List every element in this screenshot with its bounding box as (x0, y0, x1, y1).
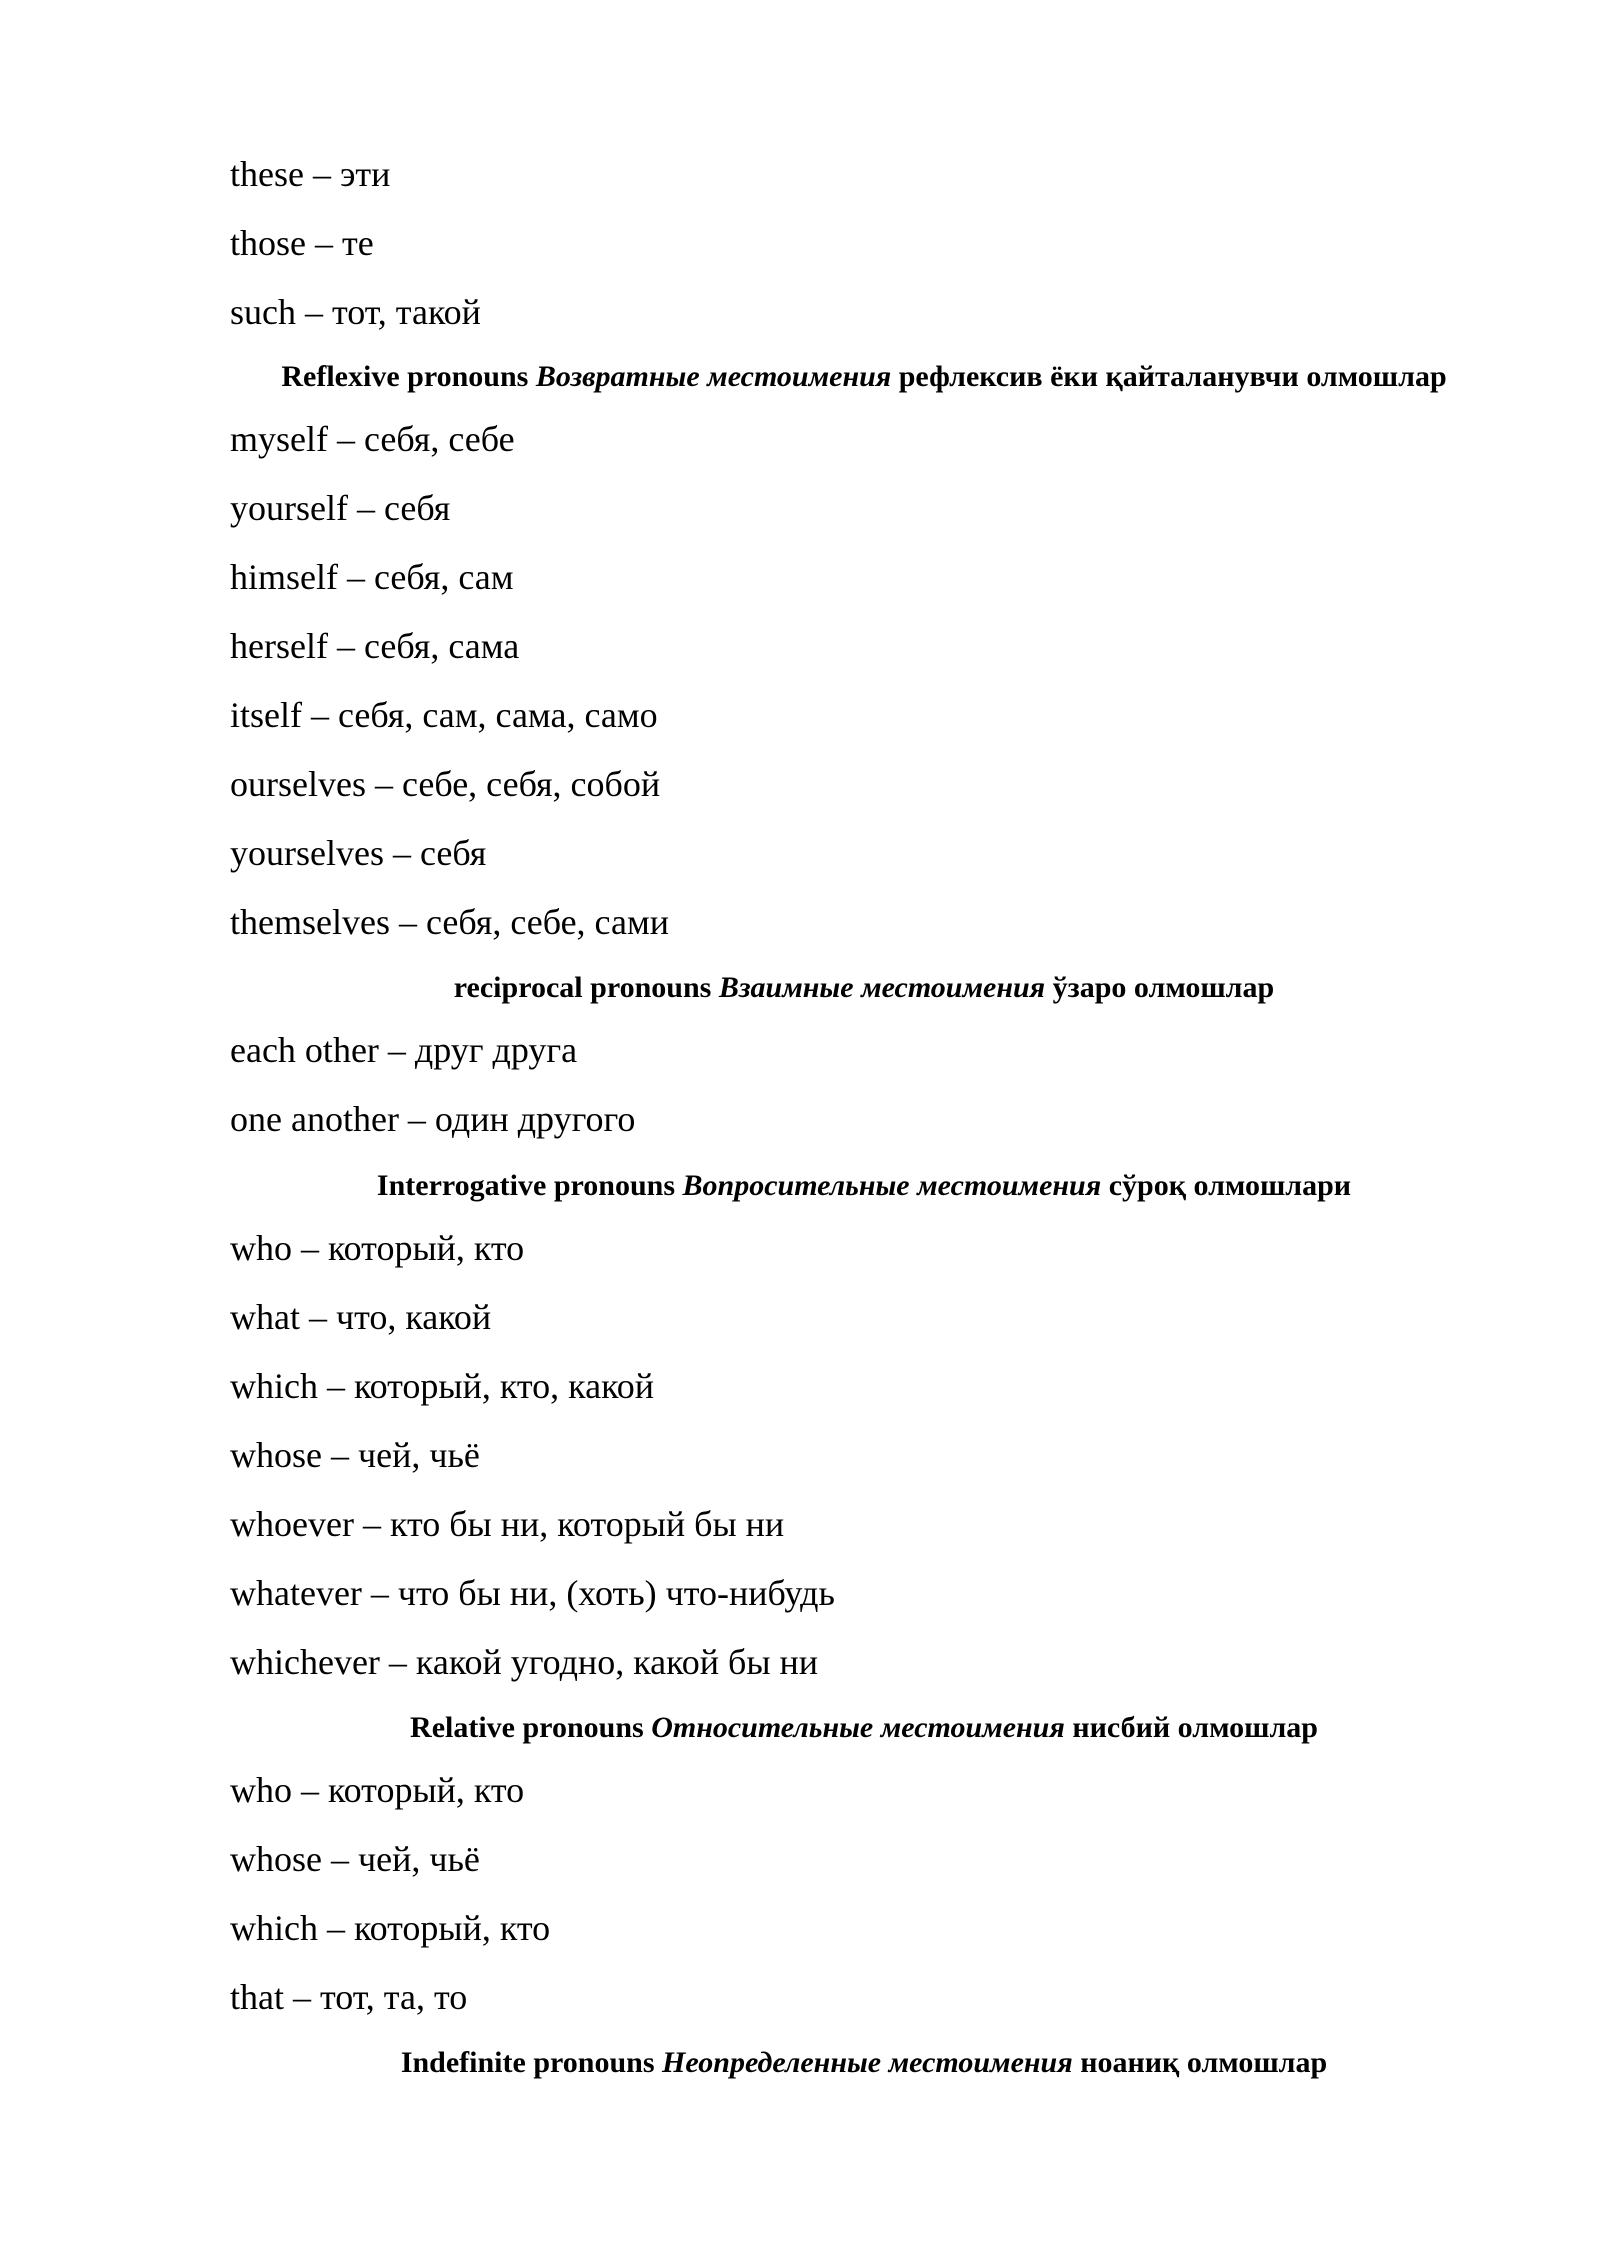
list-item: myself – себя, себе (230, 419, 515, 459)
section-heading-indefinite (230, 2043, 1498, 2083)
heading-ru: Вопросительные местоимения (682, 1169, 1102, 1202)
heading-ru: Неопределенные местоимения (662, 2046, 1073, 2079)
list-item: one another – один другого (230, 1099, 636, 1139)
heading-uz: ўзаро олмошлар (1052, 971, 1275, 1004)
heading-en: Relative pronouns (410, 1711, 644, 1744)
list-item: which – который, кто, какой (230, 1366, 655, 1406)
section-heading-relative (230, 1708, 1498, 1748)
list-item: what – что, какой (230, 1297, 492, 1337)
list-item: whoever – кто бы ни, который бы ни (230, 1504, 785, 1544)
heading-en: Indefinite pronouns (400, 2046, 655, 2079)
heading-en: Interrogative pronouns (376, 1169, 676, 1202)
list-item: who – который, кто (230, 1228, 525, 1268)
list-item: yourselves – себя (230, 833, 487, 873)
list-item: whatever – что бы ни, (хоть) что-нибудь (230, 1573, 835, 1613)
heading-ru: Взаимные местоимения (718, 971, 1046, 1004)
list-item: herself – себя, сама (230, 626, 520, 666)
list-item: ourselves – себе, себя, собой (230, 764, 661, 804)
section-heading-interrogative (230, 1166, 1498, 1206)
list-item: which – который, кто (230, 1908, 551, 1948)
heading-ru: Относительные местоимения (651, 1711, 1065, 1744)
list-item: who – который, кто (230, 1770, 525, 1810)
heading-uz: сўроқ олмошлари (1108, 1169, 1352, 1202)
list-item: those – те (230, 223, 374, 263)
heading-uz: ноаниқ олмошлар (1080, 2046, 1328, 2079)
list-item: these – эти (230, 154, 391, 194)
list-item: whose – чей, чьё (230, 1435, 480, 1475)
list-item: such – тот, такой (230, 292, 481, 332)
list-item: yourself – себя (230, 488, 451, 528)
section-heading-reflexive (230, 357, 1498, 397)
list-item: whose – чей, чьё (230, 1839, 480, 1879)
list-item: whichever – какой угодно, какой бы ни (230, 1642, 819, 1682)
section-heading-reciprocal (230, 968, 1498, 1008)
heading-ru: Возвратные местоимения (535, 360, 892, 393)
list-item: themselves – себя, себе, сами (230, 902, 669, 942)
list-item: each other – друг друга (230, 1030, 578, 1070)
list-item: himself – себя, сам (230, 557, 514, 597)
heading-uz: рефлексив ёки қайталанувчи олмошлар (898, 360, 1447, 393)
heading-uz: нисбий олмошлар (1072, 1711, 1318, 1744)
heading-en: Reflexive pronouns (281, 360, 529, 393)
list-item: itself – себя, сам, сама, само (230, 695, 658, 735)
heading-en: reciprocal pronouns (453, 971, 712, 1004)
list-item: that – тот, та, то (230, 1977, 468, 2017)
